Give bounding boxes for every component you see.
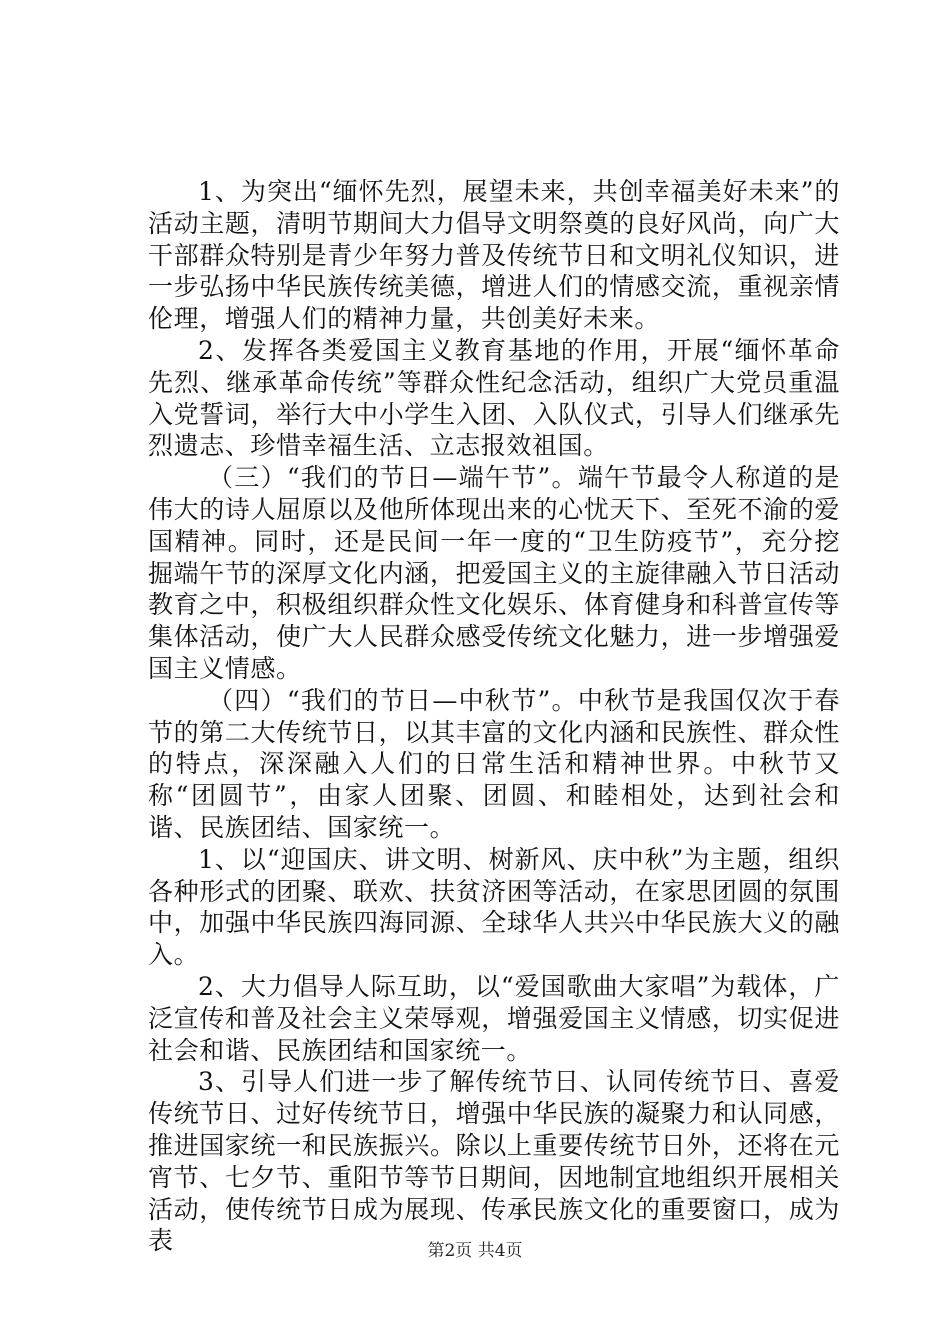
paragraph-qingming-item-2: 2、发挥各类爱国主义教育基地的作用，开展“缅怀革命先烈、继承革命传统”等群众性纪念活动，组织广大党员重温入党誓词，举行大中小学生入团、入队仪式，引导人们继承先烈遗志、珍惜幸福生活、立志报效祖国。	[148, 335, 840, 461]
paragraph-section-duanwu: （三）“我们的节日—端午节”。端午节最令人称道的是伟大的诗人屈原以及他所体现出来的心忧天下、至死不渝的爱国精神。同时，还是民间一年一度的“卫生防疫节”，充分挖掘端午节的深厚文化内涵，把爱国主义的主旋律融入节日活动教育之中，积极组织群众性文化娱乐、体育健身和科普宣传等集体活动，使广大人民群众感受传统文化魅力，进一步增强爱国主义情感。	[148, 463, 840, 683]
paragraph-zhongqiu-item-1: 1、以“迎国庆、讲文明、树新风、庆中秋”为主题，组织各种形式的团聚、联欢、扶贫济困等活动，在家思团圆的氛围中，加强中华民族四海同源、全球华人共兴中华民族大义的融入。	[148, 844, 840, 970]
page-number-footer: 第2页 共4页	[427, 1241, 523, 1261]
paragraph-qingming-item-1: 1、为突出“缅怀先烈，展望未来，共创幸福美好未来”的活动主题，清明节期间大力倡导文明祭奠的良好风尚，向广大干部群众特别是青少年努力普及传统节日和文明礼仪知识，进一步弘扬中华民族传统美德，增进人们的情感交流，重视亲情伦理，增强人们的精神力量，共创美好未来。	[148, 177, 840, 334]
paragraph-zhongqiu-item-3: 3、引导人们进一步了解传统节日、认同传统节日、喜爱传统节日、过好传统节日，增强中华民族的凝聚力和认同感，推进国家统一和民族振兴。除以上重要传统节日外，还将在元宵节、七夕节、重阳节等节日期间，因地制宜地组织开展相关活动，使传统节日成为展现、传承民族文化的重要窗口，成为表	[148, 1067, 840, 1256]
paragraph-zhongqiu-item-2: 2、大力倡导人际互助，以“爱国歌曲大家唱”为载体，广泛宣传和普及社会主义荣辱观，增强爱国主义情感，切实促进社会和谐、民族团结和国家统一。	[148, 971, 840, 1065]
document-body	[148, 176, 840, 1257]
paragraph-section-zhongqiu: （四）“我们的节日—中秋节”。中秋节是我国仅次于春节的第二大传统节日，以其丰富的文化内涵和民族性、群众性的特点，深深融入人们的日常生活和精神世界。中秋节又称“团圆节”，由家人团聚、团圆、和睦相处，达到社会和谐、民族团结、国家统一。	[148, 685, 840, 842]
